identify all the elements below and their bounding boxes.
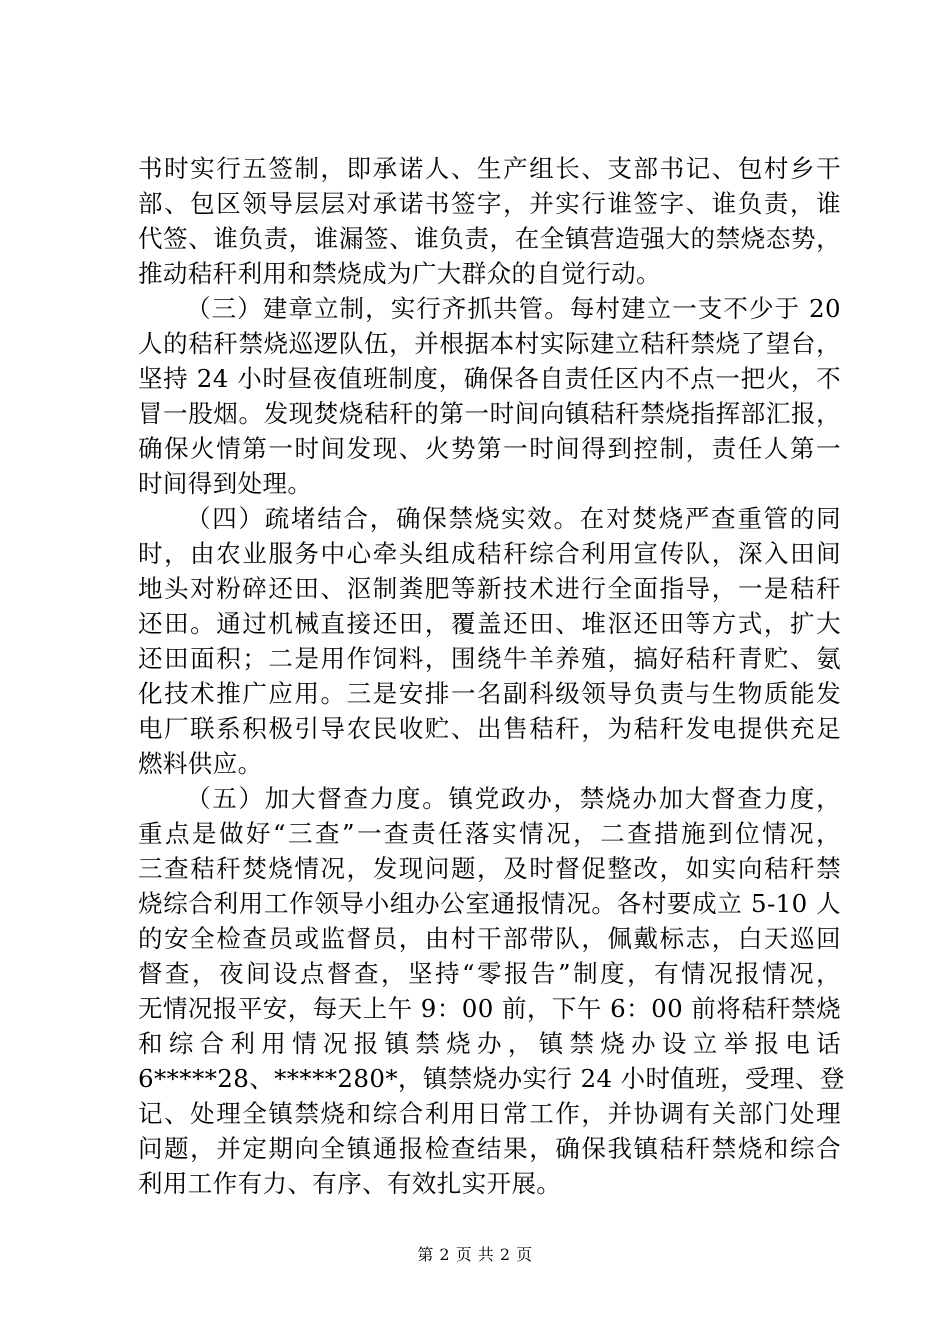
paragraph-2: [138, 291, 841, 501]
text-line: 还田面积；二是用作饲料，围绕牛羊养殖，搞好秸秆青贮、氨: [138, 644, 841, 673]
text-line: 的安全检查员或监督员，由村干部带队，佩戴标志，白天巡回: [138, 924, 841, 953]
text-line: 确保火情第一时间发现、火势第一时间得到控制，责任人第一: [138, 434, 841, 463]
text-line: 人的秸秆禁烧巡逻队伍，并根据本村实际建立秸秆禁烧了望台，: [138, 329, 841, 358]
page-number-footer: 第 2 页 共 2 页: [417, 1245, 533, 1264]
text-line: 代签、谁负责，谁漏签、谁负责，在全镇营造强大的禁烧态势，: [138, 224, 841, 253]
text-line: 利用工作有力、有序、有效扎实开展。: [138, 1169, 562, 1198]
text-line: 冒一股烟。发现焚烧秸秆的第一时间向镇秸秆禁烧指挥部汇报，: [138, 399, 841, 428]
document-body: [138, 151, 845, 1201]
text-line: 推动秸秆利用和禁烧成为广大群众的自觉行动。: [138, 259, 661, 288]
text-line: 还田。通过机械直接还田，覆盖还田、堆沤还田等方式，扩大: [138, 609, 841, 638]
text-line: 督查，夜间设点督查，坚持“零报告”制度，有情况报情况，: [138, 959, 841, 988]
text-line: 和综合利用情况报镇禁烧办，镇禁烧办设立举报电话: [138, 1029, 841, 1058]
text-line: 化技术推广应用。三是安排一名副科级领导负责与生物质能发: [138, 679, 841, 708]
text-line: 燃料供应。: [138, 749, 263, 778]
text-line: 问题，并定期向全镇通报检查结果，确保我镇秸秆禁烧和综合: [138, 1134, 841, 1163]
text-line: （四）疏堵结合，确保禁烧实效。在对焚烧严查重管的同: [186, 504, 841, 533]
text-line: 地头对粉碎还田、沤制粪肥等新技术进行全面指导，一是秸秆: [138, 574, 841, 603]
text-line: 时，由农业服务中心牵头组成秸秆综合利用宣传队，深入田间: [138, 539, 841, 568]
text-line: 部、包区领导层层对承诺书签字，并实行谁签字、谁负责，谁: [138, 189, 841, 218]
text-line: 电厂联系积极引导农民收贮、出售秸秆，为秸秆发电提供充足: [138, 714, 841, 743]
text-line: 重点是做好“三查”一查责任落实情况，二查措施到位情况，: [138, 819, 841, 848]
text-line: （三）建章立制，实行齐抓共管。每村建立一支不少于 20: [186, 294, 841, 323]
paragraph-4: [138, 781, 845, 1201]
text-line: （五）加大督查力度。镇党政办，禁烧办加大督查力度，: [186, 784, 841, 813]
text-line: 记、处理全镇禁烧和综合利用日常工作，并协调有关部门处理: [138, 1099, 841, 1128]
paragraph-3: [138, 501, 841, 781]
text-line: 6*****28、*****280*，镇禁烧办实行 24 小时值班，受理、登: [138, 1064, 845, 1093]
text-line: 无情况报平安，每天上午 9：00 前，下午 6：00 前将秸秆禁烧: [138, 994, 841, 1023]
text-line: 烧综合利用工作领导小组办公室通报情况。各村要成立 5-10 人: [138, 889, 841, 918]
text-line: 时间得到处理。: [138, 469, 313, 498]
text-line: 坚持 24 小时昼夜值班制度，确保各自责任区内不点一把火，不: [138, 364, 841, 393]
text-line: 三查秸秆焚烧情况，发现问题，及时督促整改，如实向秸秆禁: [138, 854, 841, 883]
text-line: 书时实行五签制，即承诺人、生产组长、支部书记、包村乡干: [138, 154, 841, 183]
paragraph-1: [138, 151, 841, 291]
